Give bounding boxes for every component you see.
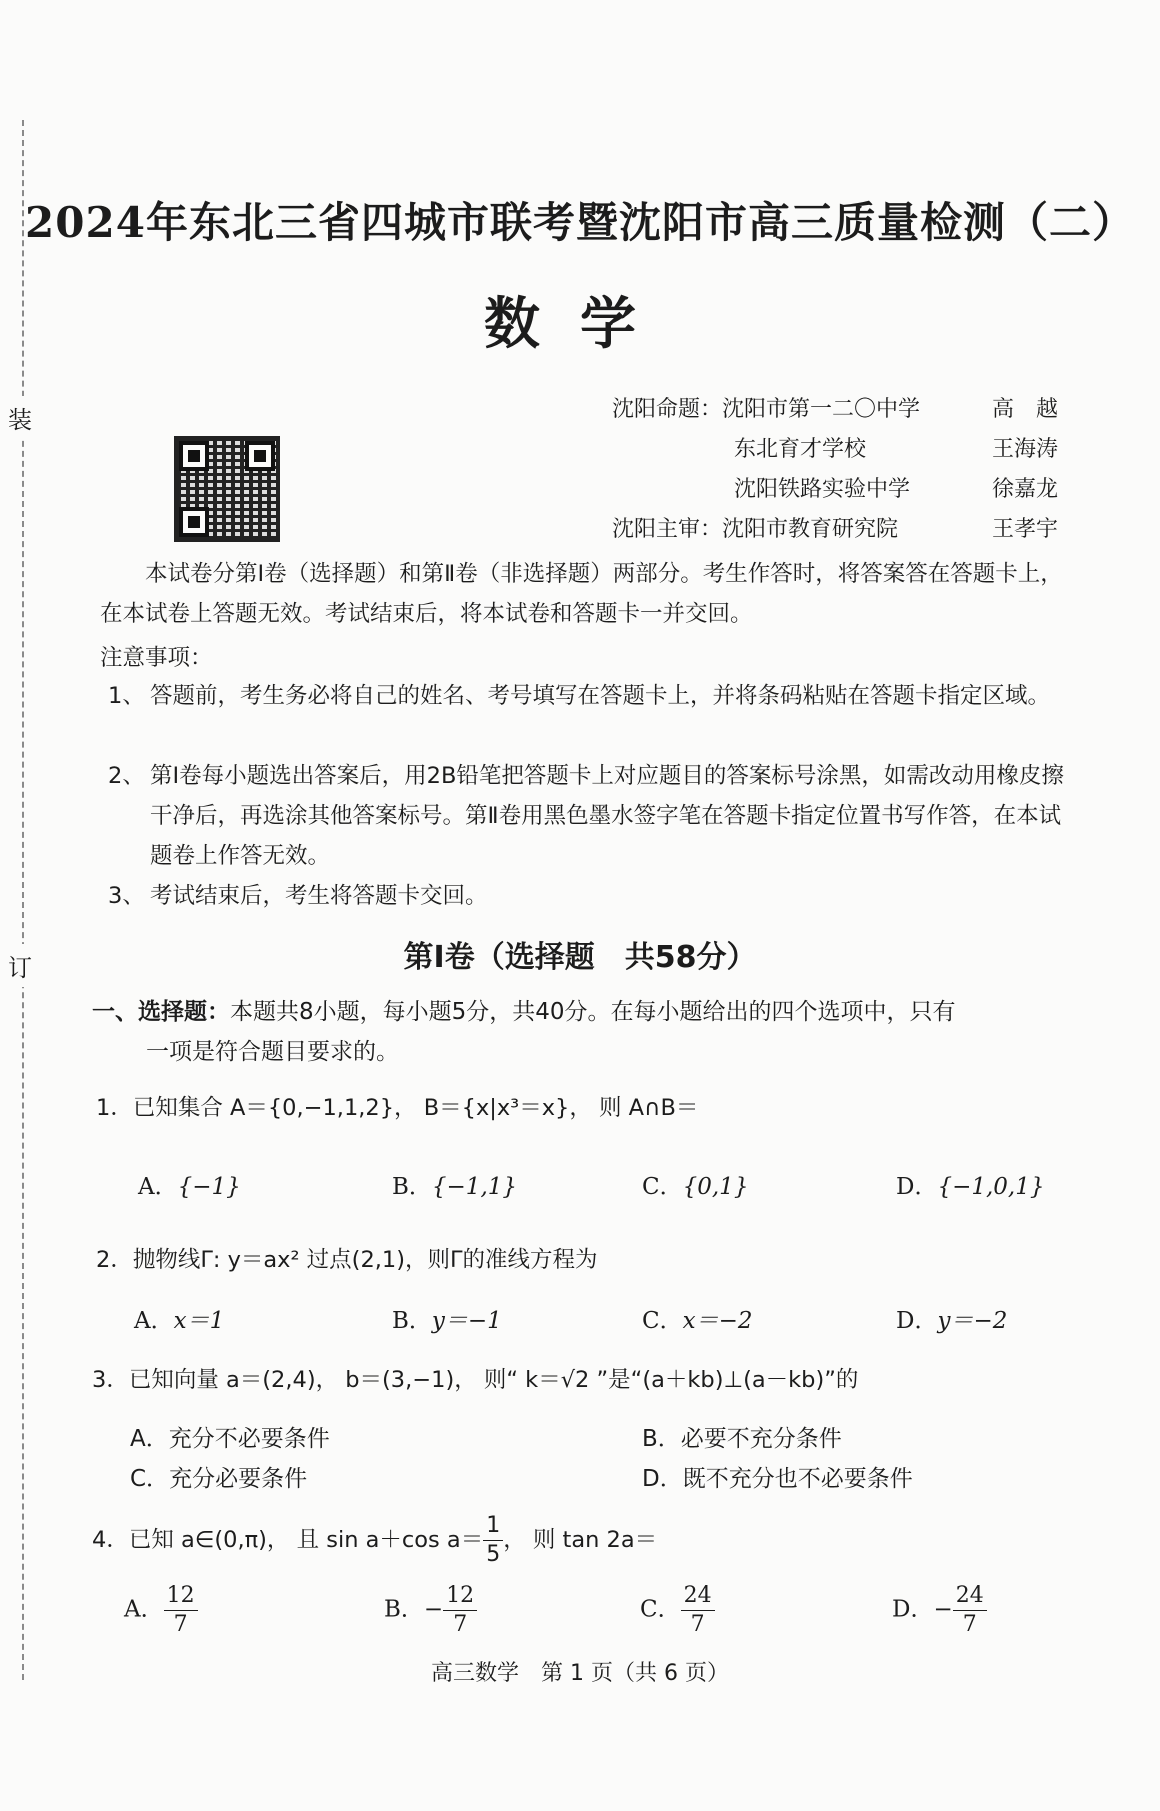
option-label: A． bbox=[124, 1596, 164, 1623]
fraction-numerator: 12 bbox=[443, 1582, 477, 1611]
option-b[interactable] bbox=[392, 1302, 502, 1335]
option-a[interactable] bbox=[138, 1168, 241, 1201]
option-label: A． bbox=[134, 1308, 174, 1334]
credit-org: 沈阳市第一二〇中学 bbox=[722, 397, 921, 422]
part-text-line1: 本题共8小题，每小题5分，共40分。在每小题给出的四个选项中，只有 bbox=[230, 999, 956, 1025]
option-label: A． bbox=[130, 1426, 169, 1452]
option-text: x＝−2 bbox=[682, 1308, 753, 1334]
note-item bbox=[108, 676, 1068, 756]
option-label: C． bbox=[130, 1466, 170, 1492]
credit-org: 东北育才学校 bbox=[734, 437, 867, 462]
fraction-denominator: 5 bbox=[486, 1542, 501, 1567]
part-text-line2: 一项是符合题目要求的。 bbox=[146, 1039, 399, 1065]
credit-label: 沈阳命题： bbox=[612, 397, 723, 422]
credit-name: 徐嘉龙 bbox=[992, 477, 1059, 502]
question-stem: 1．已知集合 A＝{0,−1,1,2}， B＝{x|x³＝x}， 则 A∩B＝ bbox=[96, 1095, 699, 1121]
credit-org: 沈阳铁路实验中学 bbox=[734, 477, 911, 502]
credit-label: 沈阳主审： bbox=[612, 517, 723, 542]
option-label: C． bbox=[640, 1596, 681, 1623]
option-label: C． bbox=[642, 1174, 683, 1200]
fraction-denominator: 7 bbox=[962, 1612, 977, 1637]
note-number: 3、 bbox=[108, 883, 145, 909]
qr-finder bbox=[245, 441, 275, 471]
credit-org: 沈阳市教育研究院 bbox=[722, 517, 899, 542]
option-text: y＝−1 bbox=[431, 1308, 502, 1334]
note-text: 考试结束后，考生将答题卡交回。 bbox=[150, 883, 488, 909]
option-d[interactable] bbox=[642, 1460, 913, 1493]
option-text: 充分必要条件 bbox=[169, 1466, 308, 1492]
option-text: 既不充分也不必要条件 bbox=[682, 1466, 913, 1492]
binding-mark-zhuang: 装 bbox=[8, 396, 32, 439]
qr-code[interactable] bbox=[174, 436, 280, 542]
fraction-numerator: 12 bbox=[164, 1582, 198, 1611]
option-a[interactable] bbox=[134, 1302, 224, 1335]
question-stem-prefix: 4．已知 a∈(0,π)， 且 sin a＋cos a＝ bbox=[92, 1527, 484, 1553]
notes-heading: 注意事项： bbox=[100, 645, 213, 671]
exam-title: 2024年东北三省四城市联考暨沈阳市高三质量检测（二） bbox=[25, 198, 1135, 247]
option-sign: − bbox=[423, 1596, 444, 1623]
option-text: {0,1} bbox=[682, 1174, 749, 1200]
note-item bbox=[108, 756, 1068, 876]
option-sign: − bbox=[933, 1596, 953, 1623]
option-c[interactable] bbox=[130, 1460, 307, 1493]
fraction-numerator: 24 bbox=[953, 1582, 987, 1611]
option-label: B． bbox=[642, 1426, 681, 1452]
fraction-denominator: 7 bbox=[453, 1612, 468, 1637]
question-stem-suffix: ， 则 tan 2a＝ bbox=[503, 1527, 658, 1553]
credit-name: 高 越 bbox=[992, 397, 1059, 422]
qr-finder bbox=[179, 507, 209, 537]
option-label: B． bbox=[384, 1596, 424, 1623]
option-b[interactable] bbox=[384, 1582, 477, 1639]
credit-row bbox=[612, 512, 1059, 552]
option-label: D． bbox=[892, 1596, 934, 1623]
credit-row bbox=[734, 432, 1059, 472]
option-c[interactable] bbox=[642, 1168, 748, 1201]
option-label: A． bbox=[138, 1174, 178, 1200]
note-number: 1、 bbox=[108, 683, 145, 709]
question-stem: 3．已知向量 a＝(2,4)， b＝(3,−1)， 则“ k＝√2 ”是“(a＋kb)⊥(a－kb)”的 bbox=[92, 1367, 859, 1393]
option-b[interactable] bbox=[642, 1420, 842, 1453]
credit-row bbox=[734, 472, 1059, 512]
credit-name: 王孝宇 bbox=[992, 517, 1059, 542]
fraction-denominator: 7 bbox=[690, 1612, 705, 1637]
option-label: D． bbox=[896, 1308, 938, 1334]
option-text: 充分不必要条件 bbox=[168, 1426, 330, 1452]
part-heading bbox=[92, 992, 1082, 1072]
question-stem: 2．抛物线Γ: y＝ax² 过点(2,1)，则Γ的准线方程为 bbox=[96, 1247, 598, 1273]
part-lead: 一、选择题： bbox=[92, 999, 230, 1025]
option-d[interactable] bbox=[896, 1302, 1007, 1335]
option-a[interactable] bbox=[124, 1582, 198, 1639]
note-text: 答题前，考生务必将自己的姓名、考号填写在答题卡上，并将条码粘贴在答题卡指定区域。 bbox=[150, 683, 1051, 709]
option-d[interactable] bbox=[892, 1582, 987, 1639]
fraction-numerator: 1 bbox=[483, 1512, 503, 1541]
question-stem bbox=[92, 1512, 657, 1569]
option-text: {−1,1} bbox=[431, 1174, 518, 1200]
credit-name: 王海涛 bbox=[992, 437, 1059, 462]
option-text: {−1,0,1} bbox=[937, 1174, 1045, 1200]
fraction-numerator: 24 bbox=[681, 1582, 715, 1611]
page-footer: 高三数学 第 1 页（共 6 页） bbox=[431, 1661, 729, 1686]
option-d[interactable] bbox=[896, 1168, 1045, 1201]
option-label: B． bbox=[392, 1308, 432, 1334]
option-text: y＝−2 bbox=[937, 1308, 1008, 1334]
stem-fraction bbox=[483, 1512, 503, 1569]
option-c[interactable] bbox=[642, 1302, 753, 1335]
option-text: 必要不充分条件 bbox=[680, 1426, 842, 1452]
subject-title: 数学 bbox=[484, 291, 676, 357]
option-label: D． bbox=[642, 1466, 683, 1492]
option-label: B． bbox=[392, 1174, 432, 1200]
option-c[interactable] bbox=[640, 1582, 715, 1639]
note-text: 第Ⅰ卷每小题选出答案后，用2B铅笔把答题卡上对应题目的答案标号涂黑，如需改动用橡皮擦干净后，再选涂其他答案标号。第Ⅱ卷用黑色墨水签字笔在答题卡指定位置书写作答，在本试题卷上作答无效。 bbox=[150, 763, 1064, 869]
binding-mark-ding: 订 bbox=[8, 944, 32, 987]
qr-finder bbox=[179, 441, 209, 471]
option-text: x＝1 bbox=[173, 1308, 225, 1334]
section-heading: 第Ⅰ卷（选择题 共58分） bbox=[403, 940, 757, 975]
credit-row bbox=[612, 392, 1059, 432]
option-b[interactable] bbox=[392, 1168, 517, 1201]
option-text: {−1} bbox=[177, 1174, 241, 1200]
note-number: 2、 bbox=[108, 763, 145, 789]
option-label: C． bbox=[642, 1308, 683, 1334]
note-item bbox=[108, 876, 1068, 916]
option-label: D． bbox=[896, 1174, 938, 1200]
intro-paragraph: 本试卷分第Ⅰ卷（选择题）和第Ⅱ卷（非选择题）两部分。考生作答时，将答案答在答题卡上，在本试卷上答题无效。考试结束后，将本试卷和答题卡一并交回。 bbox=[100, 561, 1063, 627]
option-a[interactable] bbox=[130, 1420, 330, 1453]
fraction-denominator: 7 bbox=[173, 1612, 188, 1637]
